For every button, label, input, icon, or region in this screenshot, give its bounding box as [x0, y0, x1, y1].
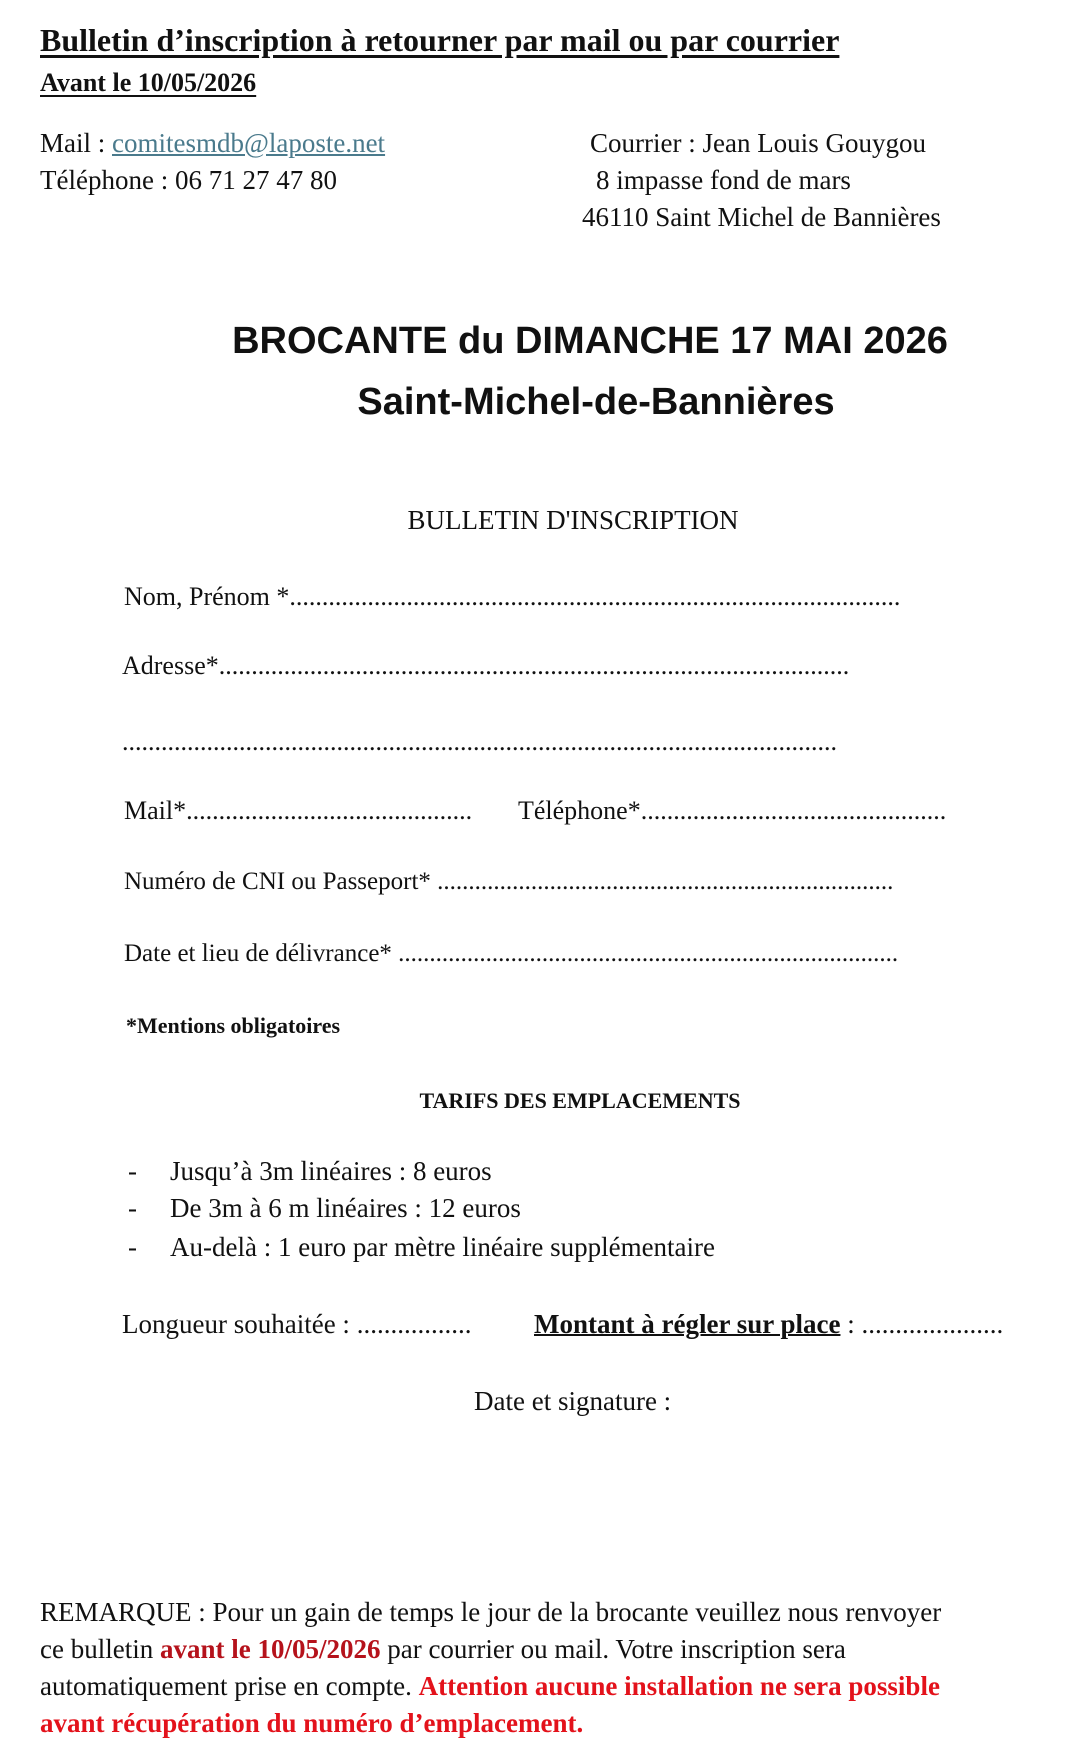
deadline: Avant le 10/05/2026 [40, 68, 257, 97]
remarque-line2 [40, 1634, 846, 1665]
longueur-label: Longueur souhaitée : [122, 1309, 357, 1339]
mail-field-label: Mail* [124, 796, 187, 825]
form-heading: BULLETIN D'INSCRIPTION [407, 505, 739, 535]
field-delivrance[interactable] [124, 940, 898, 968]
field-nom[interactable] [124, 582, 900, 612]
montant-dots: ..................... [861, 1309, 1004, 1339]
adresse-label: Adresse* [122, 651, 219, 680]
remarque-warning-line2: avant récupération du numéro d’emplacement. [40, 1708, 584, 1738]
mandatory-note: *Mentions obligatoires [126, 1013, 341, 1038]
montant-sep: : [840, 1309, 862, 1339]
tarif-item [128, 1232, 715, 1263]
remarque-text: ce bulletin [40, 1634, 160, 1664]
delivrance-dots: ................................................................................ [398, 940, 899, 967]
courrier-name: Courrier : Jean Louis Gouygou [590, 128, 926, 158]
mail-label: Mail : [40, 128, 112, 158]
nom-label: Nom, Prénom * [124, 582, 290, 611]
montant-label: Montant à régler sur place [534, 1309, 841, 1339]
tarif-text: Au-delà : 1 euro par mètre linéaire supplémentaire [170, 1232, 716, 1262]
tarif-text: Jusqu’à 3m linéaires : 8 euros [170, 1156, 492, 1186]
tarifs-heading: TARIFS DES EMPLACEMENTS [419, 1088, 741, 1113]
mail-dots: ............................................ [186, 796, 473, 825]
bullet-dash-icon: - [128, 1232, 137, 1262]
remarque-line1: REMARQUE : Pour un gain de temps le jour de la brocante veuillez nous renvoyer [40, 1597, 942, 1627]
signature-label: Date et signature : [474, 1386, 672, 1416]
remarque-line3 [40, 1671, 940, 1702]
delivrance-label: Date et lieu de délivrance* [124, 940, 399, 967]
field-adresse-line2[interactable]: .............................................................................................................. [122, 727, 837, 756]
tarif-item [128, 1193, 521, 1224]
field-longueur[interactable] [122, 1309, 471, 1340]
remarque-text: par courrier ou mail. Votre inscription sera [380, 1634, 846, 1664]
telephone-label: Téléphone* [518, 796, 641, 825]
longueur-dots: ................. [356, 1309, 472, 1339]
field-mail[interactable] [124, 796, 472, 826]
tarif-item [128, 1156, 492, 1187]
courrier-address2: 46110 Saint Michel de Bannières [582, 202, 941, 232]
contact-mail [40, 128, 385, 159]
cni-dots: ......................................................................... [437, 868, 894, 895]
document-title: Bulletin d’inscription à retourner par mail ou par courrier [40, 22, 840, 58]
bullet-dash-icon: - [128, 1193, 137, 1223]
mail-link[interactable]: comitesmdb@laposte.net [112, 128, 386, 158]
bullet-dash-icon: - [128, 1156, 137, 1186]
cni-label: Numéro de CNI ou Passeport* [124, 868, 438, 895]
field-montant[interactable] [534, 1309, 1003, 1340]
telephone-dots: ............................................... [640, 796, 947, 825]
remarque-deadline: avant le 10/05/2026 [159, 1634, 381, 1664]
nom-dots: .............................................................................................. [289, 582, 901, 611]
field-telephone[interactable] [518, 796, 946, 826]
tarif-text: De 3m à 6 m linéaires : 12 euros [170, 1193, 521, 1223]
courrier-address1: 8 impasse fond de mars [596, 165, 851, 195]
event-title: BROCANTE du DIMANCHE 17 MAI 2026 [232, 320, 948, 362]
remarque-warning: Attention aucune installation ne sera possible [418, 1671, 940, 1701]
event-place: Saint-Michel-de-Bannières [357, 381, 835, 423]
contact-phone: Téléphone : 06 71 27 47 80 [40, 165, 337, 195]
field-cni[interactable] [124, 868, 893, 896]
remarque-text: automatiquement prise en compte. [40, 1671, 419, 1701]
adresse-dots: ................................................................................................. [218, 651, 850, 680]
field-adresse[interactable] [122, 651, 849, 681]
